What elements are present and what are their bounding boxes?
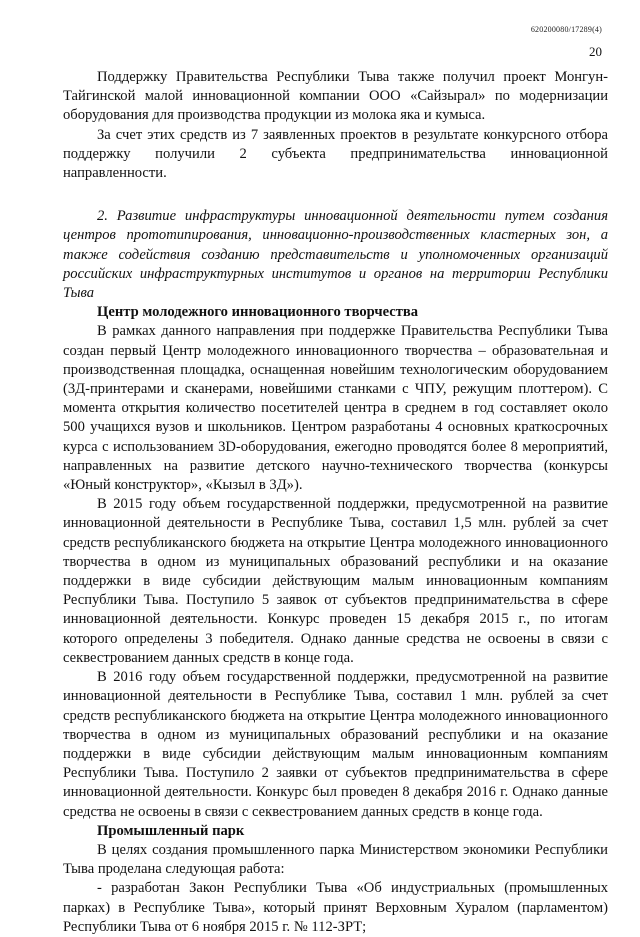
paragraph-support-2015: В 2015 году объем государственной поддержки, предусмотренной на развитие инновационной деятельности в Республике Тыва, составил 1,5 млн. рублей за счет средств республиканского бюджета на открытие Центра молодежного инновационного творчества в одном из муниципальных образований республики и на оказание поддержки в виде субсидии действующим малым инновационным компаниям Республики Тыва. Поступило 5 заявок от субъектов предпринимательства в сфере инновационной деятельности. Конкурс проведен 15 декабря 2015 г., по итогам которого определены 3 победителя. Однако данные средства не освоены в связи с секвестрованием данных средств в конце года. [63, 496, 608, 666]
paragraph-support-2016: В 2016 году объем государственной поддержки, предусмотренной на развитие инновационной деятельности в Республике Тыва, составил 1 млн. рублей за счет средств республиканского бюджета на открытие Центра молодежного инновационного творчества в одном из муниципальных образований республики и на оказание поддержки в виде субсидии действующим малым инновационным компаниям Республики Тыва. Поступило 2 заявки от субъектов предпринимательства в сфере инновационной деятельности. Конкурс был проведен 8 декабря 2016 г. Однако данные средства не освоены в связи с секвестрованием данных средств в конце года. [63, 669, 608, 820]
document-body [63, 68, 608, 937]
paragraph-center-description: В рамках данного направления при поддержке Правительства Республики Тыва создан первый Центр молодежного инновационного творчества – образовательная и производственная площадка, оснащенная новейшим технологическим оборудованием (3Д-принтерами и сканерами, новейшими станками с ЧПУ, режущим плоттером). С момента открытия количество посетителей центра в среднем в год составляет около 500 учащихся вузов и школьников. Центром разработаны 4 основных краткосрочных курса с использованием 3D-оборудования, ежегодно проводятся более 8 мероприятий, направленных на развитие детского научно-технического творчества (конкурсы «Юный конструктор», «Кызыл в 3Д»). [63, 323, 608, 494]
heading-youth-innovation-center: Центр молодежного инновационного творчества [97, 304, 419, 321]
page-number: 20 [589, 44, 602, 59]
paragraph-industrial-park-intro: В целях создания промышленного парка Министерством экономики Республики Тыва проделана следующая работа: [63, 841, 608, 878]
document-code: 620200080/17289(4) [530, 25, 602, 34]
section-title: 2. Развитие инфраструктуры инновационной деятельности путем создания центров прототипирования, инновационно-производственных кластерных зон, а также содействия созданию представительств и уполномоченных организаций российских инфраструктурных институтов и органов на территории Республики Тыва [63, 208, 608, 302]
paragraph-competition-results: За счет этих средств из 7 заявленных проектов в результате конкурсного отбора поддержку получили 2 субъекта предпринимательства инновационной направленности. [63, 126, 608, 182]
heading-industrial-park: Промышленный парк [97, 822, 245, 839]
list-item-industrial-law: - разработан Закон Республики Тыва «Об индустриальных (промышленных парках) в Республике Тыва», который принят Верховным Хуралом (парламентом) Республики Тыва от 6 ноября 2015 г. № 112-ЗРТ; [63, 880, 608, 935]
paragraph-mongun-taiga-project: Поддержку Правительства Республики Тыва также получил проект Монгун-Тайгинской малой инновационной компании ООО «Сайзырал» по модернизации оборудования для производства продукции из молока яка и кумыса. [63, 69, 608, 124]
